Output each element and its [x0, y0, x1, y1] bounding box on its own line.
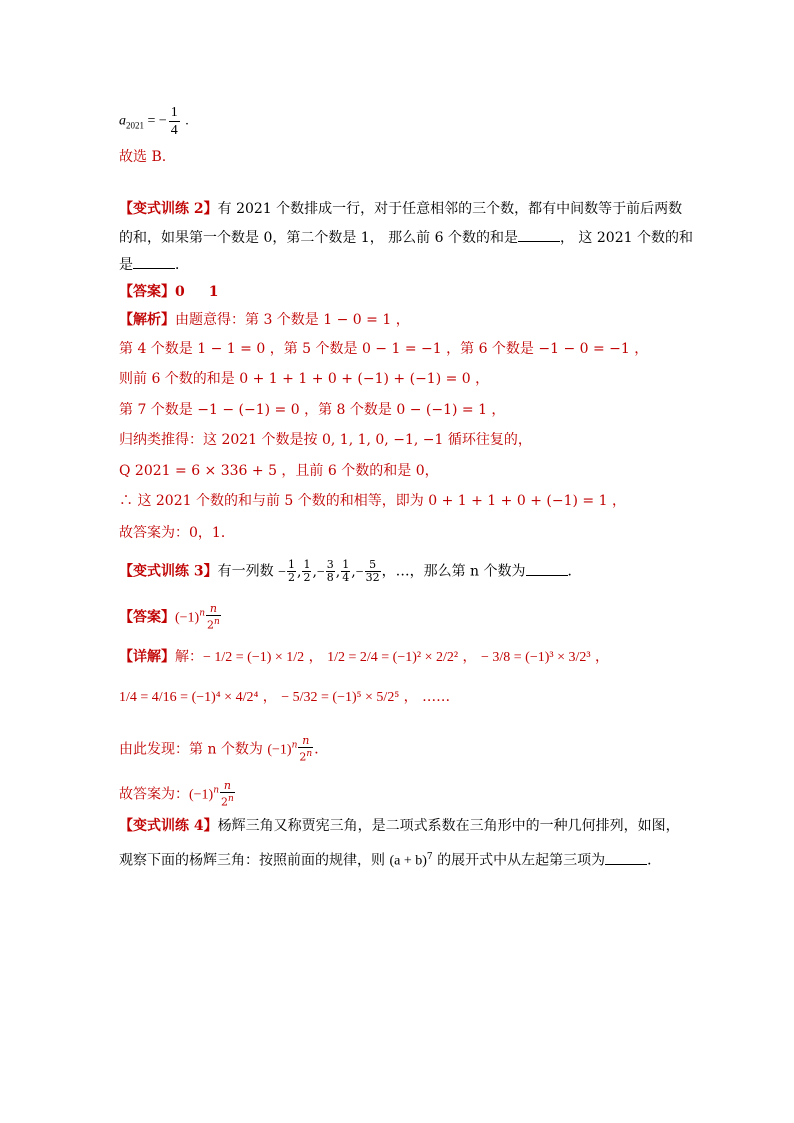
seq-den: 32 [365, 571, 380, 584]
a-var: a [119, 113, 126, 129]
seq-den: 4 [342, 571, 350, 584]
v2-jx5: 归纳类推得：这 2021 个数是按 0, 1, 1, 0, −1, −1 循环往复的， [119, 432, 532, 448]
v2-text3-end: ． [175, 257, 189, 273]
v2-answer-tag: 【答案】 [119, 284, 175, 300]
v4-text2-post: 的展开式中从左起第三项为 [432, 852, 606, 869]
v2-line1 [119, 200, 682, 218]
v3-found-end: ． [314, 741, 329, 758]
v3-final-den [220, 793, 235, 809]
seq-fraction [365, 559, 381, 584]
v4-tag: 【变式训练 4】 [119, 818, 218, 834]
v3-ans-den-base: 2 [207, 618, 215, 632]
v3-final [119, 780, 236, 809]
seq-den: 2 [303, 571, 311, 584]
v3-ans-exp: n [199, 608, 206, 619]
v3-final-num: n [220, 780, 235, 793]
v3-blank[interactable] [526, 563, 568, 576]
v2-jx7: ∴ 这 2021 个数的和与前 5 个数的和相等，即为 0 + 1 + 1 + 0 + (−1) = 1 ， [119, 493, 626, 509]
v4-line1 [119, 817, 680, 835]
v3-final-den-exp: n [228, 794, 234, 804]
seq-comma: , [351, 563, 356, 580]
v4-text1: 杨辉三角又称贾宪三角，是二项式系数在三角形中的一种几何排列，如图， [217, 818, 680, 834]
v3-pre: 有一列数 [217, 563, 279, 580]
seq-sign: − [278, 564, 286, 580]
v2-line2 [119, 229, 693, 247]
seq-num: 5 [365, 559, 381, 572]
v4-exp: 7 [426, 852, 433, 862]
v2-jx2: 第 4 个数是 1 − 1 = 0 ，第 5 个数是 0 − 1 = −1 ，第 6 个数是 −1 − 0 = −1 ， [119, 341, 649, 357]
v3-ans-base: (−1) [175, 610, 200, 626]
a-end: . [181, 113, 189, 129]
seq-sign: − [316, 564, 325, 580]
v3-detail-pre: 解： [175, 649, 203, 665]
v3-ans-frac [206, 603, 221, 632]
v3-found-den-exp: n [306, 749, 313, 759]
v2-jx-tag: 【解析】 [119, 312, 175, 328]
seq-num: 1 [303, 558, 311, 571]
v3-found-den-base: 2 [299, 750, 307, 764]
v2-blank1[interactable] [518, 229, 560, 242]
seq-num: 1 [342, 558, 350, 571]
a-eq: = − [144, 113, 167, 129]
v4-text2-pre: 观察下面的杨辉三角：按照前面的规律，则 [119, 852, 390, 869]
v3-row2-a: 1/4 = 4/16 = (−1)⁴ × 4/2⁴ [119, 690, 259, 705]
v3-found-num: n [298, 735, 313, 748]
v3-ans-num: n [206, 603, 221, 616]
v3-row1-b: 1/2 = 2/4 = (−1)² × 2/2² [327, 650, 459, 665]
v3-final-den-base: 2 [221, 795, 229, 809]
v2-text2: 的和，如果第一个数是 0，第二个数是 1， 那么前 6 个数的和是 [119, 230, 518, 246]
v3-found-den [298, 748, 313, 764]
v2-jx6: Q 2021 = 6 × 336 + 5 ，且前 6 个数的和是 0， [119, 463, 439, 479]
v3-tag: 【变式训练 3】 [119, 563, 218, 580]
choice-line: 故选 B. [119, 149, 167, 165]
v3-found-frac [298, 735, 313, 764]
a-den: 4 [170, 123, 178, 138]
v3-detail-row2: 1/4 = 4/16 = (−1)⁴ × 4/2⁴ ， − 5/32 = (−1)⁵ × 5/2⁵ ， …… [119, 689, 451, 705]
seq-num: 1 [287, 558, 295, 571]
v3-answer [119, 603, 222, 632]
v3-final-text: 故答案为： [119, 786, 189, 803]
v2-tag: 【变式训练 2】 [119, 201, 218, 217]
v2-jx1-text: 由题意得：第 3 个数是 1 − 0 = 1 ， [175, 312, 410, 328]
v3-row2-b: − 5/32 = (−1)⁵ × 5/2⁵ [281, 690, 400, 705]
seq-den: 2 [287, 571, 295, 584]
v2-final: 故答案为：0，1． [119, 525, 235, 541]
seq-comma: , [335, 563, 341, 580]
v2-text3: 是 [119, 257, 133, 273]
a-num: 1 [170, 105, 178, 120]
v2-answer-val1: 0 [175, 284, 185, 300]
v3-answer-tag: 【答案】 [119, 609, 175, 626]
v2-line3 [119, 256, 189, 274]
v2-answer [119, 283, 219, 301]
v4-blank[interactable] [605, 852, 647, 865]
seq-comma: , [296, 563, 302, 580]
v3-question [119, 559, 582, 584]
v4-line2 [119, 848, 661, 871]
v3-sequence [278, 558, 382, 584]
v2-blank2[interactable] [133, 256, 175, 269]
seq-num: 3 [326, 558, 334, 571]
v2-text2-end: ， 这 2021 个数的和 [559, 230, 693, 246]
seq-sign: − [355, 564, 364, 580]
a-fraction [169, 104, 180, 139]
seq-den: 8 [326, 571, 334, 584]
v3-detail-row1: 【详解】解：− 1/2 = (−1) × 1/2 ， 1/2 = 2/4 = (−1)² × 2/2² ， − 3/8 = (−1)³ × 3/2³ ， [119, 649, 610, 665]
seq-fraction [341, 559, 350, 584]
seq-fraction [326, 559, 335, 584]
v2-jx3: 则前 6 个数的和是 0 + 1 + 1 + 0 + (−1) + (−1) = 0 ， [119, 371, 490, 387]
v3-final-frac [220, 780, 235, 809]
v3-final-base: (−1) [189, 787, 214, 803]
seq-fraction [302, 559, 311, 584]
result-a2021 [119, 104, 189, 139]
v3-post: ，…，那么第 n 个数为 [381, 563, 526, 580]
v2-jx4: 第 7 个数是 −1 − (−1) = 0 ，第 8 个数是 0 − (−1) = 1 ， [119, 402, 506, 418]
v3-row1-a: − 1/2 = (−1) × 1/2 [203, 650, 305, 665]
v3-found [119, 735, 328, 764]
v3-row1-c: − 3/8 = (−1)³ × 3/2³ [480, 650, 591, 665]
seq-fraction [287, 559, 296, 584]
v3-final-exp: n [213, 785, 220, 796]
v3-ans-den-exp: n [214, 617, 220, 627]
v3-found-exp: n [291, 740, 298, 751]
v2-jx1 [119, 311, 410, 329]
v2-answer-val2: 1 [208, 284, 219, 300]
v4-expr: (a + b) [389, 853, 427, 869]
v3-found-text: 由此发现：第 n 个数为 [119, 741, 268, 758]
v3-row2-c: …… [422, 689, 451, 705]
seq-comma: , [312, 563, 317, 580]
v3-detail-tag: 【详解】 [119, 649, 175, 665]
v3-end: ． [567, 563, 582, 580]
v3-found-base: (−1) [267, 742, 292, 758]
v4-text2-end: ． [647, 852, 662, 869]
a-sub: 2021 [126, 120, 144, 131]
v3-ans-den [206, 616, 221, 632]
v2-text1: 有 2021 个数排成一行，对于任意相邻的三个数，都有中间数等于前后两数 [217, 201, 683, 217]
